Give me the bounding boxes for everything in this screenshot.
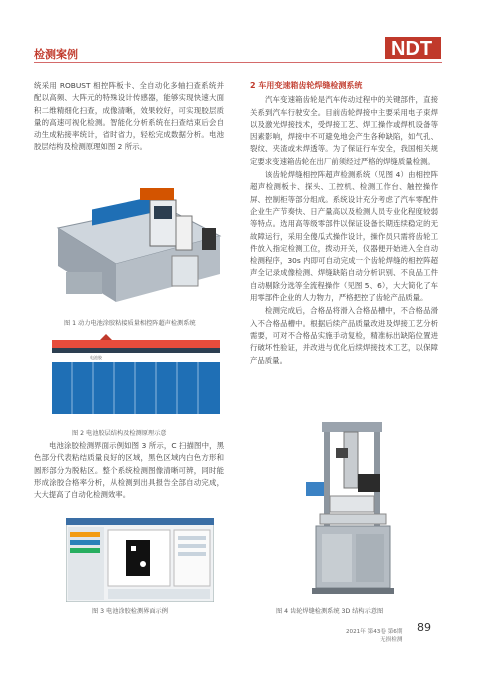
figure-3-interface-screenshot [66,518,214,602]
figure-1-machine-photo [52,178,224,310]
right-column [250,80,438,367]
section-heading: 2 车用变速箱齿轮焊缝检测系统 [250,81,363,90]
left-paragraph-2: 电池涂胶检测界面示例如图 3 所示，C 扫描图中，黑色部分代表粘结质量良好的区域，黑色区域内白色方形和圆形部分为脱粘区。整个系统检测图像清晰可辨，同时能形成涂胶合格率分析，从检测到出具报告全部自动完成，大大提高了自动化检测效率。 [34,441,224,500]
figure-1-caption: 图 1 动力电池涂胶粘接质量相控阵超声检测系统 [64,320,196,327]
figure-2-caption: 图 2 电池胶层结构及检测原理示意 [72,430,167,437]
svg-text:NDT: NDT [391,38,433,60]
left-paragraph-1: 统采用 ROBUST 相控阵板卡、全自动化多轴扫查系统并配以高频、大阵元的特殊设计传感器，能够实现快速大面积二维精细化扫查，成像清晰，效果较好，可实现胶层质量的高速可视化检测。智能化分析系统在扫查结束后会自动生成粘接率统计，省时省力，轻松完成数据分析。电池胶层结构及检测原理如图 2 所示。 [34,81,224,152]
issue-line-2: 无损检测 [380,637,403,643]
figure-2-battery-diagram [48,334,226,416]
right-paragraph-1: 汽车变速箱齿轮是汽车传动过程中的关键部件，直接关系到汽车行驶安全。目前齿轮焊接中主要采用电子束焊以及激光焊接技术，受焊接工艺、焊工操作或焊机设备等因素影响，焊接中不可避免地会产生各种缺陷，如气孔、裂纹、夹渣或未焊透等。为了保证行车安全，我国相关规定要求变速箱齿轮在出厂前须经过严格的焊缝质量检测。 [250,95,438,166]
right-paragraph-2: 该齿轮焊缝相控阵超声检测系统（见图 4）由相控阵超声检测板卡、探头、工控机、检测工作台、触控操作屏、控制柜等部分组成。系统设计充分考虑了汽车零配件企业生产节奏快、日产量高以及检测人员专业化程度较弱等特点。选用高等级零部件以保证设备长期连续稳定的无故障运行，采用全傻瓜式操作设计，操作员只需将齿轮工件放入指定检测工位，拨动开关，仪器便开始进入全自动检测程序，30s 内即可自动完成一个齿轮焊缝的相控阵超声全记录成像检测、焊缝缺陷自动分析识别、不良品工件自动剔除分选等全流程操作（见图 5、6），大大简化了车用零部件企业的人力物力，严格把控了齿轮产品质量。 [250,170,438,303]
left-column-bottom [34,440,224,501]
page-number: 89 [417,621,431,634]
journal-issue [346,628,402,644]
ndt-logo [385,35,441,61]
issue-line-1: 2021年 第43卷 第6期 [346,629,403,635]
section-title: 检测案例 [34,48,78,61]
right-paragraph-3: 检测完成后，合格品将滑入合格品槽中，不合格品滑入不合格品槽中。根据后续产品质量改进及焊接工艺分析需要，可对不合格品实施手动复检，精准标出缺陷位置进行破坏性验证，并改进与优化后续焊接技术工艺，以保障产品质量。 [250,306,438,365]
header-rule [34,62,442,63]
figure-3-caption: 图 3 电池涂胶检测界面示例 [92,608,168,615]
figure-4-3d-structure [300,418,404,598]
left-column-top [34,80,224,154]
figure-4-caption: 图 4 齿轮焊缝检测系统 3D 结构示意图 [276,608,384,615]
svg-text:电池胶: 电池胶 [90,355,102,360]
